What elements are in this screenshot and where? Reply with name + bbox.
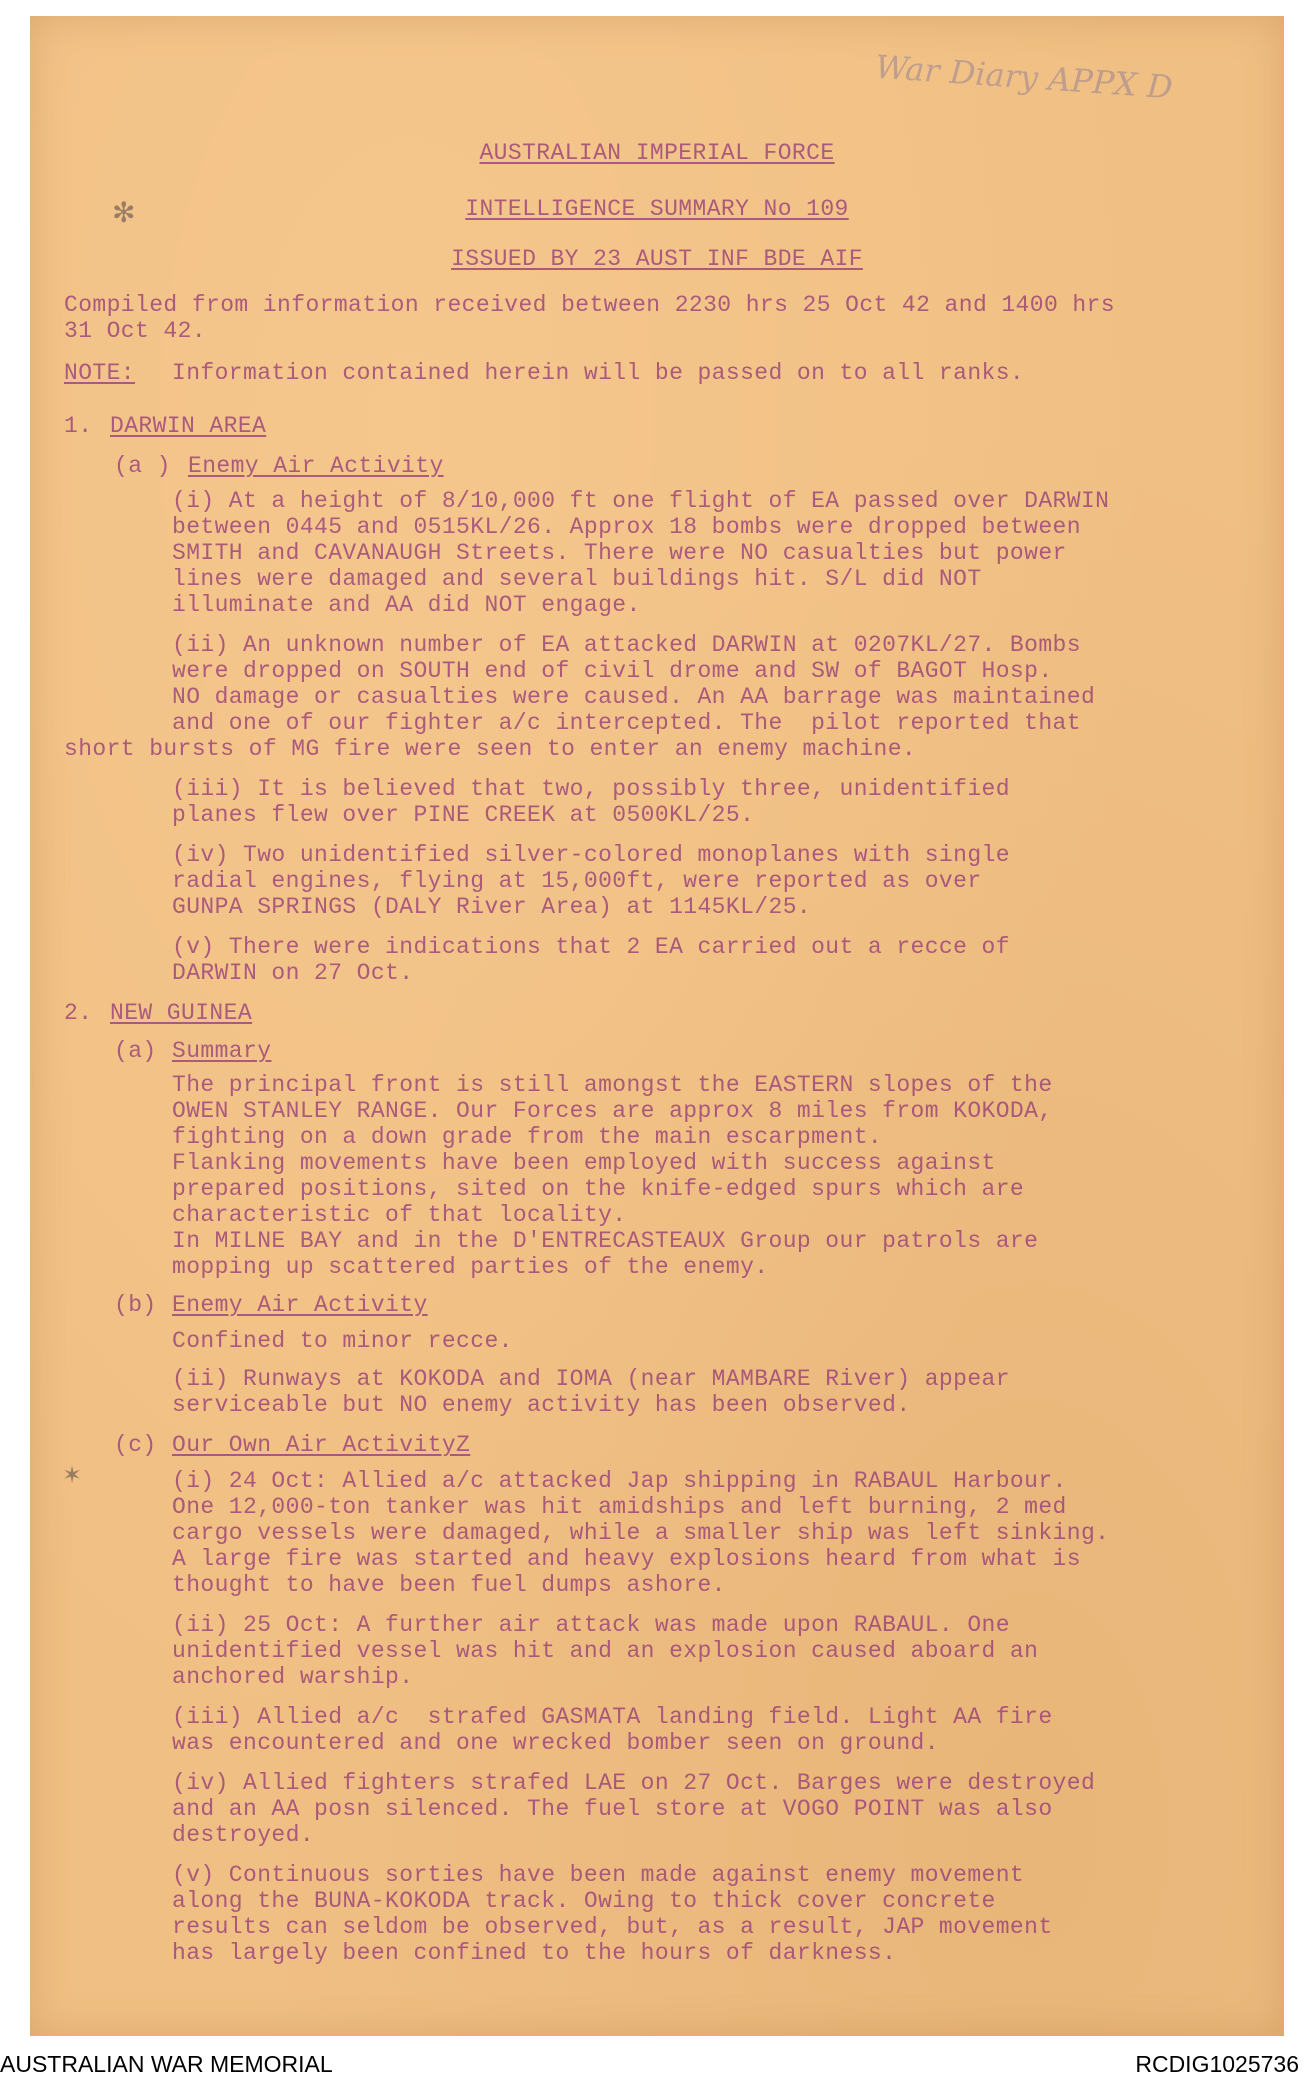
pin-mark-middle: ✶ bbox=[62, 1461, 83, 1489]
section-1-number: 1. bbox=[64, 413, 93, 439]
s1-p2-line: were dropped on SOUTH end of civil drome and SW of BAGOT Hosp. bbox=[172, 658, 1053, 684]
s1-p5-line: (v) There were indications that 2 EA carried out a recce of bbox=[172, 934, 1010, 960]
s2b-p1: Confined to minor recce. bbox=[172, 1328, 513, 1354]
section-2b-label: (b) bbox=[114, 1292, 157, 1318]
footer-record-id: RCDIG1025736 bbox=[1135, 2051, 1299, 2077]
s1-p2-line: and one of our fighter a/c intercepted. The pilot reported that bbox=[172, 710, 1081, 736]
handwritten-annotation: War Diary APPX D bbox=[874, 47, 1174, 107]
s2-summary-line: mopping up scattered parties of the enemy. bbox=[172, 1254, 769, 1280]
s1-p1-line: SMITH and CAVANAUGH Streets. There were NO casualties but power bbox=[172, 540, 1067, 566]
s1-p2-line: short bursts of MG fire were seen to enter an enemy machine. bbox=[64, 736, 917, 762]
header-line-2: INTELLIGENCE SUMMARY No 109 bbox=[465, 196, 849, 222]
s2c-p5-line: (v) Continuous sorties have been made against enemy movement bbox=[172, 1862, 1025, 1888]
s1-p4-line: (iv) Two unidentified silver-colored monoplanes with single bbox=[172, 842, 1010, 868]
header-line-3: ISSUED BY 23 AUST INF BDE AIF bbox=[451, 246, 863, 272]
section-2a-title: Summary bbox=[172, 1038, 272, 1064]
s2c-p4-line: destroyed. bbox=[172, 1822, 315, 1848]
footer-credit: AUSTRALIAN WAR MEMORIAL bbox=[0, 2051, 333, 2077]
s2c-p2-line: (ii) 25 Oct: A further air attack was made upon RABAUL. One bbox=[172, 1612, 1010, 1638]
section-2c-label: (c) bbox=[114, 1432, 157, 1458]
s2c-p5-line: has largely been confined to the hours of darkness. bbox=[172, 1940, 897, 1966]
s2c-p4-line: and an AA posn silenced. The fuel store at VOGO POINT was also bbox=[172, 1796, 1053, 1822]
s2-summary-line: In MILNE BAY and in the D'ENTRECASTEAUX Group our patrols are bbox=[172, 1228, 1039, 1254]
s1-p2-line: NO damage or casualties were caused. An AA barrage was maintained bbox=[172, 684, 1096, 710]
section-2a-label: (a) bbox=[114, 1038, 157, 1064]
s1-p4-line: GUNPA SPRINGS (DALY River Area) at 1145KL/25. bbox=[172, 894, 812, 920]
s2c-p2-line: anchored warship. bbox=[172, 1664, 414, 1690]
note-text: Information contained herein will be passed on to all ranks. bbox=[172, 360, 1025, 386]
s2c-p3-line: was encountered and one wrecked bomber seen on ground. bbox=[172, 1730, 939, 1756]
s2-summary-line: The principal front is still amongst the EASTERN slopes of the bbox=[172, 1072, 1053, 1098]
header-line-1: AUSTRALIAN IMPERIAL FORCE bbox=[479, 140, 835, 166]
s1-p4-line: radial engines, flying at 15,000ft, were reported as over bbox=[172, 868, 982, 894]
compiled-line-2: 31 Oct 42. bbox=[64, 318, 207, 344]
document-page bbox=[30, 16, 1284, 2036]
s2b-p2-line: serviceable but NO enemy activity has been observed. bbox=[172, 1392, 911, 1418]
s1-p3-line: (iii) It is believed that two, possibly three, unidentified bbox=[172, 776, 1010, 802]
s1-p1-line: (i) At a height of 8/10,000 ft one flight of EA passed over DARWIN bbox=[172, 488, 1110, 514]
note-label: NOTE: bbox=[64, 360, 136, 386]
section-2c-title: Our Own Air ActivityZ bbox=[172, 1432, 471, 1458]
section-1a-title: Enemy Air Activity bbox=[188, 453, 444, 479]
s2c-p5-line: results can seldom be observed, but, as a result, JAP movement bbox=[172, 1914, 1053, 1940]
pin-mark-top: ✻ bbox=[112, 196, 136, 229]
s1-p1-line: between 0445 and 0515KL/26. Approx 18 bombs were dropped between bbox=[172, 514, 1081, 540]
compiled-line-1: Compiled from information received between 2230 hrs 25 Oct 42 and 1400 hrs bbox=[64, 292, 1115, 318]
section-2-title: NEW GUINEA bbox=[110, 1000, 253, 1026]
s2c-p1-line: (i) 24 Oct: Allied a/c attacked Jap shipping in RABAUL Harbour. bbox=[172, 1468, 1067, 1494]
s2c-p3-line: (iii) Allied a/c strafed GASMATA landing field. Light AA fire bbox=[172, 1704, 1053, 1730]
s1-p1-line: illuminate and AA did NOT engage. bbox=[172, 592, 641, 618]
s2c-p4-line: (iv) Allied fighters strafed LAE on 27 Oct. Barges were destroyed bbox=[172, 1770, 1096, 1796]
s2c-p5-line: along the BUNA-KOKODA track. Owing to thick cover concrete bbox=[172, 1888, 996, 1914]
section-2b-title: Enemy Air Activity bbox=[172, 1292, 428, 1318]
s2-summary-line: characteristic of that locality. bbox=[172, 1202, 627, 1228]
s2-summary-line: prepared positions, sited on the knife-edged spurs which are bbox=[172, 1176, 1025, 1202]
section-2-number: 2. bbox=[64, 1000, 93, 1026]
s1-p1-line: lines were damaged and several buildings hit. S/L did NOT bbox=[172, 566, 982, 592]
s2c-p1-line: One 12,000-ton tanker was hit amidships and left burning, 2 med bbox=[172, 1494, 1067, 1520]
s2-summary-line: Flanking movements have been employed with success against bbox=[172, 1150, 996, 1176]
s2-summary-line: fighting on a down grade from the main escarpment. bbox=[172, 1124, 883, 1150]
section-1a-label: (a ) bbox=[114, 453, 171, 479]
s1-p5-line: DARWIN on 27 Oct. bbox=[172, 960, 414, 986]
s1-p2-line: (ii) An unknown number of EA attacked DARWIN at 0207KL/27. Bombs bbox=[172, 632, 1081, 658]
s2b-p2-line: (ii) Runways at KOKODA and IOMA (near MAMBARE River) appear bbox=[172, 1366, 1010, 1392]
s2c-p1-line: thought to have been fuel dumps ashore. bbox=[172, 1572, 726, 1598]
s2c-p2-line: unidentified vessel was hit and an explosion caused aboard an bbox=[172, 1638, 1039, 1664]
s2-summary-line: OWEN STANLEY RANGE. Our Forces are approx 8 miles from KOKODA, bbox=[172, 1098, 1053, 1124]
s2c-p1-line: A large fire was started and heavy explosions heard from what is bbox=[172, 1546, 1081, 1572]
s1-p3-line: planes flew over PINE CREEK at 0500KL/25. bbox=[172, 802, 755, 828]
s2c-p1-line: cargo vessels were damaged, while a smaller ship was left sinking. bbox=[172, 1520, 1110, 1546]
section-1-title: DARWIN AREA bbox=[110, 413, 267, 439]
